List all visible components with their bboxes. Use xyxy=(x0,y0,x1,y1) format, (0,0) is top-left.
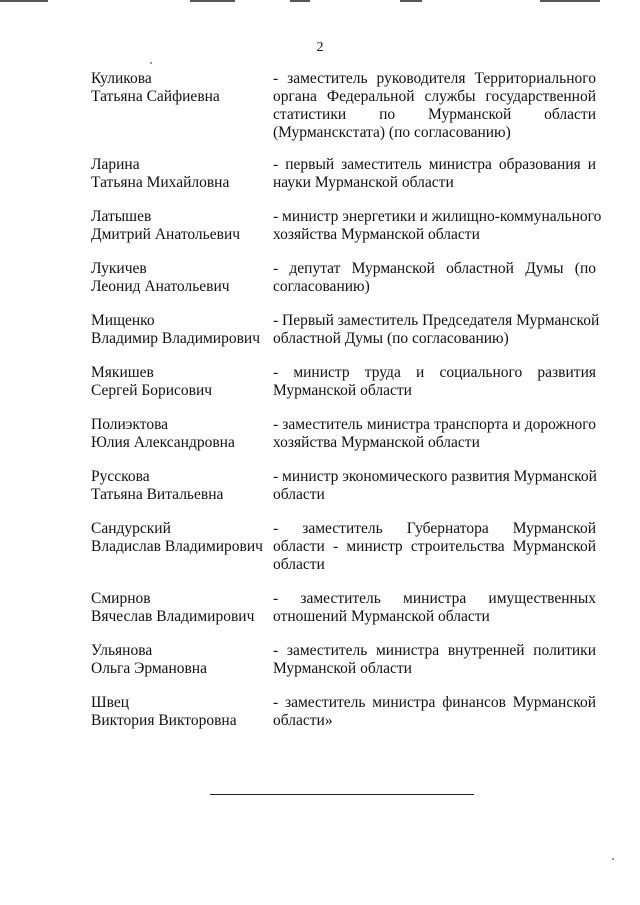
position-line: отношений Мурманской области xyxy=(273,608,490,625)
member-given-names: Вячеслав Владимирович xyxy=(91,608,255,625)
member-position xyxy=(273,416,596,452)
member-surname: Лукичев xyxy=(91,260,147,277)
member-given-names: Леонид Анатольевич xyxy=(91,278,230,295)
member-surname: Ларина xyxy=(91,156,140,173)
member-position xyxy=(273,312,600,348)
position-line: - министр энергетики и жилищно-коммунального xyxy=(273,208,602,225)
scan-speck xyxy=(612,858,614,860)
position-line: науки Мурманской области xyxy=(273,174,454,191)
position-line: - министр экономического развития Мурманской xyxy=(273,468,597,485)
member-given-names: Юлия Александровна xyxy=(91,434,235,451)
position-line: - первый заместитель министра образования и xyxy=(273,156,596,173)
member-given-names: Дмитрий Анатольевич xyxy=(91,226,241,243)
member-surname: Латышев xyxy=(91,208,152,225)
member-name xyxy=(91,208,271,244)
member-surname: Русскова xyxy=(91,468,150,485)
member-name xyxy=(91,416,271,452)
member-name xyxy=(91,156,271,192)
member-given-names: Татьяна Сайфиевна xyxy=(91,88,220,105)
member-name xyxy=(91,468,271,504)
member-position xyxy=(273,156,596,192)
member-name xyxy=(91,694,271,730)
position-line: хозяйства Мурманской области xyxy=(273,226,480,243)
member-surname: Полиэктова xyxy=(91,416,169,433)
position-line: согласованию) xyxy=(273,278,370,295)
scan-edge-line xyxy=(0,0,48,2)
position-line: - Первый заместитель Председателя Мурманской xyxy=(273,312,600,329)
position-line: области xyxy=(273,556,325,573)
member-position xyxy=(273,364,596,400)
scan-edge-line xyxy=(290,0,310,2)
position-line: статистики по Мурманской области xyxy=(273,106,596,123)
position-line: органа Федеральной службы государственной xyxy=(273,88,596,105)
member-given-names: Татьяна Михайловна xyxy=(91,174,230,191)
page-number: 2 xyxy=(316,40,324,55)
member-surname: Смирнов xyxy=(91,590,151,607)
member-given-names: Виктория Викторовна xyxy=(91,712,237,729)
position-line: Мурманской области xyxy=(273,660,412,677)
member-position xyxy=(273,260,596,296)
member-position xyxy=(273,520,596,574)
position-line: - заместитель министра внутренней политики xyxy=(273,642,596,659)
member-position xyxy=(273,208,602,244)
member-surname: Мякишев xyxy=(91,364,154,381)
position-line: (Мурманскстата) (по согласованию) xyxy=(273,124,511,141)
position-line: - министр труда и социального развития xyxy=(273,364,596,381)
member-given-names: Владислав Владимирович xyxy=(91,538,263,555)
member-position xyxy=(273,70,596,142)
scan-edge-line xyxy=(540,0,600,2)
scan-edge-line xyxy=(400,0,422,2)
position-line: - заместитель министра имущественных xyxy=(273,590,596,607)
member-name xyxy=(91,70,271,106)
member-given-names: Татьяна Витальевна xyxy=(91,486,224,503)
member-name xyxy=(91,312,271,348)
member-surname: Швец xyxy=(91,694,130,711)
position-line: области xyxy=(273,486,325,503)
member-surname: Мищенко xyxy=(91,312,155,329)
position-line: - депутат Мурманской областной Думы (по xyxy=(273,260,596,277)
member-position xyxy=(273,590,596,626)
position-line: Мурманской области xyxy=(273,382,412,399)
position-line: - заместитель руководителя Территориального xyxy=(273,70,596,87)
position-line: - заместитель Губернатора Мурманской xyxy=(273,520,596,537)
member-given-names: Ольга Эрмановна xyxy=(91,660,207,677)
member-name xyxy=(91,642,271,678)
position-line: - заместитель министра финансов Мурманской xyxy=(273,694,596,711)
member-position xyxy=(273,694,596,730)
member-surname: Ульянова xyxy=(91,642,153,659)
position-line: хозяйства Мурманской области xyxy=(273,434,480,451)
member-name xyxy=(91,590,271,626)
position-line: - заместитель министра транспорта и дорожного xyxy=(273,416,596,433)
position-line: области» xyxy=(273,712,333,729)
member-surname: Сандурский xyxy=(91,520,171,537)
position-line: области - министр строительства Мурманской xyxy=(273,538,596,555)
member-given-names: Владимир Владимирович xyxy=(91,330,261,347)
member-name xyxy=(91,364,271,400)
member-position xyxy=(273,642,596,678)
member-given-names: Сергей Борисович xyxy=(91,382,213,399)
member-surname: Куликова xyxy=(91,70,152,87)
member-name xyxy=(91,260,271,296)
member-position xyxy=(273,468,596,504)
scan-edge-line xyxy=(190,0,235,2)
closing-rule xyxy=(210,794,474,795)
position-line: областной Думы (по согласованию) xyxy=(273,330,509,347)
scan-speck xyxy=(150,62,152,64)
member-name xyxy=(91,520,271,556)
